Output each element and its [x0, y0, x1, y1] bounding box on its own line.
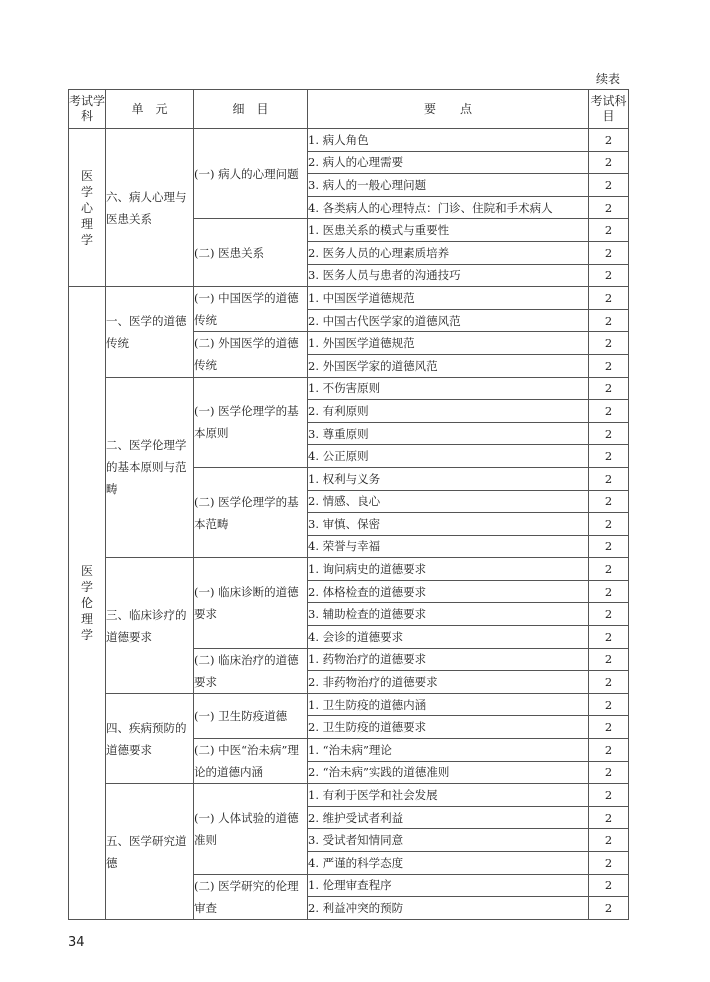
level-cell: 2 — [589, 693, 629, 716]
point-cell: 1. 药物治疗的道德要求 — [308, 648, 589, 671]
level-cell: 2 — [589, 806, 629, 829]
level-cell: 2 — [589, 761, 629, 784]
level-cell: 2 — [589, 241, 629, 264]
item-cell: (一) 临床诊断的道德要求 — [194, 558, 308, 648]
point-cell: 2. 中国古代医学家的道德风范 — [308, 309, 589, 332]
level-cell: 2 — [589, 129, 629, 152]
point-cell: 2. 有利原则 — [308, 400, 589, 423]
level-cell: 2 — [589, 467, 629, 490]
level-cell: 2 — [589, 739, 629, 762]
point-cell: 1. 医患关系的模式与重要性 — [308, 219, 589, 242]
item-cell: (二) 外国医学的道德传统 — [194, 332, 308, 377]
header-level: 考试科目 — [589, 90, 629, 129]
level-cell: 2 — [589, 535, 629, 558]
point-cell: 4. 各类病人的心理特点：门诊、住院和手术病人 — [308, 196, 589, 219]
level-cell: 2 — [589, 490, 629, 513]
point-cell: 4. 荣誉与幸福 — [308, 535, 589, 558]
page-number: 34 — [68, 935, 85, 950]
table-body — [69, 129, 629, 920]
unit-cell: 六、病人心理与医患关系 — [106, 129, 194, 287]
level-cell: 2 — [589, 309, 629, 332]
level-cell: 2 — [589, 897, 629, 920]
level-cell: 2 — [589, 716, 629, 739]
header-subject: 考试学科 — [69, 90, 106, 129]
table-row — [69, 129, 629, 152]
point-cell: 3. 审慎、保密 — [308, 513, 589, 536]
level-cell: 2 — [589, 264, 629, 287]
level-cell: 2 — [589, 174, 629, 197]
item-cell: (一) 卫生防疫道德 — [194, 693, 308, 738]
point-cell: 1. 外国医学道德规范 — [308, 332, 589, 355]
item-cell: (二) 医学研究的伦理审查 — [194, 874, 308, 919]
point-cell: 3. 尊重原则 — [308, 422, 589, 445]
point-cell: 4. 会诊的道德要求 — [308, 626, 589, 649]
level-cell: 2 — [589, 829, 629, 852]
point-cell: 1. 权利与义务 — [308, 467, 589, 490]
item-cell: (一) 人体试验的道德准则 — [194, 784, 308, 874]
level-cell: 2 — [589, 377, 629, 400]
table-row — [69, 784, 629, 807]
point-cell: 1. “治未病”理论 — [308, 739, 589, 762]
table-header-row — [69, 90, 629, 129]
header-point: 要 点 — [308, 90, 589, 129]
level-cell: 2 — [589, 603, 629, 626]
level-cell: 2 — [589, 400, 629, 423]
point-cell: 3. 辅助检查的道德要求 — [308, 603, 589, 626]
item-cell: (二) 医学伦理学的基本范畴 — [194, 467, 308, 557]
point-cell: 1. 不伤害原则 — [308, 377, 589, 400]
level-cell: 2 — [589, 784, 629, 807]
header-item: 细 目 — [194, 90, 308, 129]
level-cell: 2 — [589, 626, 629, 649]
unit-cell: 三、临床诊疗的道德要求 — [106, 558, 194, 694]
point-cell: 2. 卫生防疫的道德要求 — [308, 716, 589, 739]
point-cell: 2. 外国医学家的道德风范 — [308, 354, 589, 377]
subject-name: 医学心理学 — [80, 168, 93, 247]
item-cell: (一) 中国医学的道德传统 — [194, 287, 308, 332]
exam-outline-table — [68, 89, 629, 920]
level-cell: 2 — [589, 354, 629, 377]
subject-cell — [69, 287, 106, 920]
level-cell: 2 — [589, 219, 629, 242]
point-cell: 3. 受试者知情同意 — [308, 829, 589, 852]
level-cell: 2 — [589, 422, 629, 445]
subject-cell — [69, 129, 106, 287]
point-cell: 2. 维护受试者利益 — [308, 806, 589, 829]
point-cell: 1. 询问病史的道德要求 — [308, 558, 589, 581]
unit-cell: 一、医学的道德传统 — [106, 287, 194, 377]
unit-cell: 五、医学研究道德 — [106, 784, 194, 920]
level-cell: 2 — [589, 151, 629, 174]
point-cell: 1. 有利于医学和社会发展 — [308, 784, 589, 807]
point-cell: 1. 病人角色 — [308, 129, 589, 152]
point-cell: 4. 公正原则 — [308, 445, 589, 468]
point-cell: 2. 病人的心理需要 — [308, 151, 589, 174]
point-cell: 1. 中国医学道德规范 — [308, 287, 589, 310]
unit-cell: 二、医学伦理学的基本原则与范畴 — [106, 377, 194, 558]
point-cell: 2. 非药物治疗的道德要求 — [308, 671, 589, 694]
subject-name: 医学伦理学 — [80, 563, 93, 642]
unit-cell: 四、疾病预防的道德要求 — [106, 693, 194, 783]
level-cell: 2 — [589, 196, 629, 219]
level-cell: 2 — [589, 513, 629, 536]
item-cell: (二) 临床治疗的道德要求 — [194, 648, 308, 693]
level-cell: 2 — [589, 648, 629, 671]
level-cell: 2 — [589, 558, 629, 581]
point-cell: 4. 严谨的科学态度 — [308, 852, 589, 875]
level-cell: 2 — [589, 874, 629, 897]
point-cell: 2. “治未病”实践的道德准则 — [308, 761, 589, 784]
level-cell: 2 — [589, 852, 629, 875]
point-cell: 3. 病人的一般心理问题 — [308, 174, 589, 197]
point-cell: 2. 体格检查的道德要求 — [308, 580, 589, 603]
table-row — [69, 558, 629, 581]
item-cell: (一) 病人的心理问题 — [194, 129, 308, 219]
item-cell: (一) 医学伦理学的基本原则 — [194, 377, 308, 467]
level-cell: 2 — [589, 332, 629, 355]
point-cell: 1. 伦理审查程序 — [308, 874, 589, 897]
table-row — [69, 377, 629, 400]
point-cell: 2. 利益冲突的预防 — [308, 897, 589, 920]
point-cell: 3. 医务人员与患者的沟通技巧 — [308, 264, 589, 287]
item-cell: (二) 医患关系 — [194, 219, 308, 287]
point-cell: 2. 医务人员的心理素质培养 — [308, 241, 589, 264]
header-unit: 单 元 — [106, 90, 194, 129]
table-row — [69, 693, 629, 716]
item-cell: (二) 中医“治未病”理论的道德内涵 — [194, 739, 308, 784]
point-cell: 1. 卫生防疫的道德内涵 — [308, 693, 589, 716]
point-cell: 2. 情感、良心 — [308, 490, 589, 513]
level-cell: 2 — [589, 671, 629, 694]
level-cell: 2 — [589, 580, 629, 603]
level-cell: 2 — [589, 445, 629, 468]
continued-label: 续表 — [595, 72, 620, 86]
level-cell: 2 — [589, 287, 629, 310]
table-row — [69, 287, 629, 310]
